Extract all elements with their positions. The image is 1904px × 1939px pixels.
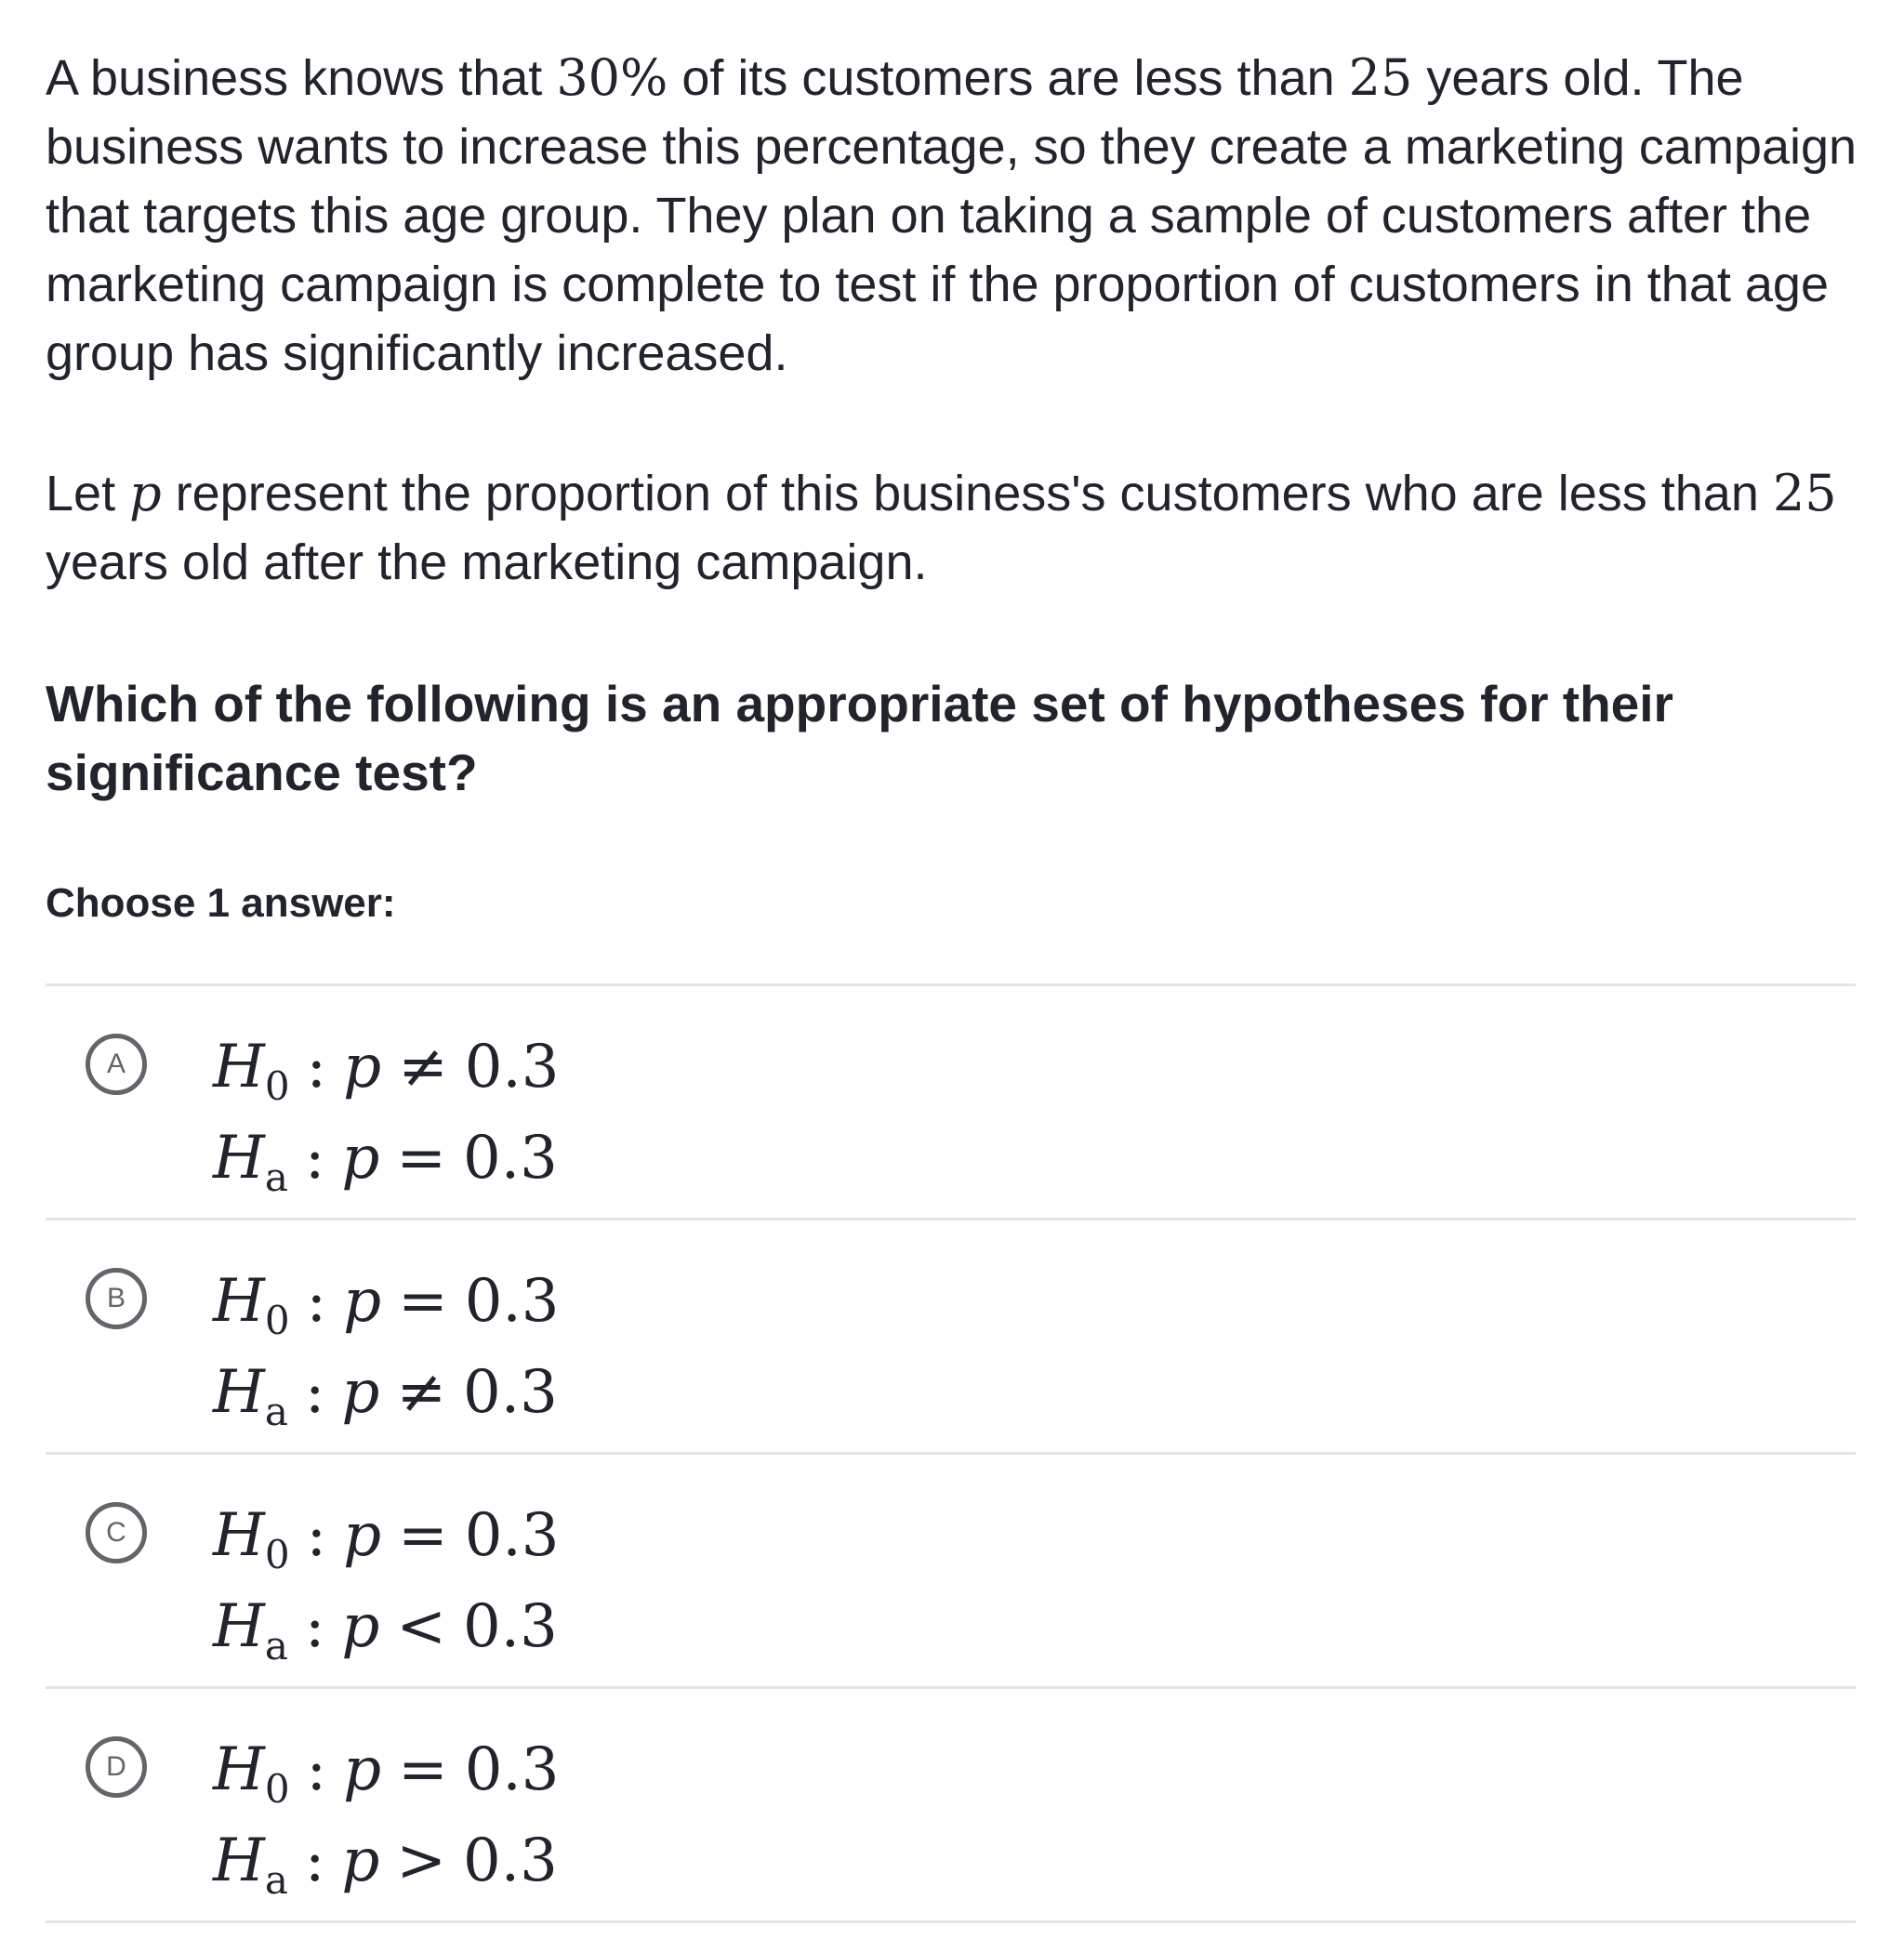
choice-d-radio[interactable]: D [86, 1736, 147, 1798]
choice-a-hypotheses [213, 1022, 559, 1204]
choice-b[interactable] [46, 1220, 1856, 1455]
para1-text-1: A business knows that [46, 50, 557, 106]
null-hypothesis: $H_0$ : p = 0.3 [213, 1735, 560, 1812]
para2-text-3: years old after the marketing campaign. [46, 534, 928, 590]
choice-b-radio[interactable]: B [86, 1268, 147, 1329]
choice-d-hypotheses [213, 1724, 559, 1906]
null-hypothesis: $H_0$ : p ≠ 0.3 [213, 1033, 560, 1109]
alternative-hypothesis: $H_a$ : p = 0.3 [213, 1124, 558, 1200]
para2-text-2: represent the proportion of this business's customers who are less than [161, 466, 1773, 521]
para1-text-3: years old. The business wants to increase this percentage, so they create a marketing campaign that targets this age group. They plan on taking a sample of customers after the marketing campaign is complete to test if the proportion of customers in that age group has significantly increased. [46, 50, 1858, 381]
para1-text-2: of its customers are less than [668, 50, 1349, 106]
choose-instruction: Choose 1 answer: [46, 880, 396, 926]
variable-p: p [129, 464, 162, 522]
percent-value: 30% [556, 48, 668, 107]
answer-choices [46, 983, 1856, 1923]
choice-a-radio[interactable]: A [86, 1034, 147, 1095]
para2-text-1: Let [46, 466, 130, 521]
choice-d[interactable] [46, 1689, 1856, 1923]
age-value: 25 [1348, 48, 1413, 107]
choice-a[interactable] [46, 986, 1856, 1220]
alternative-hypothesis: $H_a$ : p < 0.3 [213, 1592, 558, 1669]
null-hypothesis: $H_0$ : p = 0.3 [213, 1267, 560, 1343]
choice-c-hypotheses [213, 1490, 559, 1672]
choice-c[interactable] [46, 1455, 1856, 1689]
choice-b-hypotheses [213, 1256, 559, 1438]
question-prompt: Which of the following is an appropriate set of hypotheses for their significance test? [46, 675, 1673, 801]
null-hypothesis: $H_0$ : p = 0.3 [213, 1501, 560, 1577]
alternative-hypothesis: $H_a$ : p ≠ 0.3 [213, 1358, 558, 1434]
choice-c-radio[interactable]: C [86, 1502, 147, 1563]
problem-paragraph-1 [46, 44, 1868, 388]
alternative-hypothesis: $H_a$ : p > 0.3 [213, 1827, 558, 1903]
age-value-2: 25 [1772, 464, 1837, 522]
problem-paragraph-2 [46, 459, 1868, 597]
